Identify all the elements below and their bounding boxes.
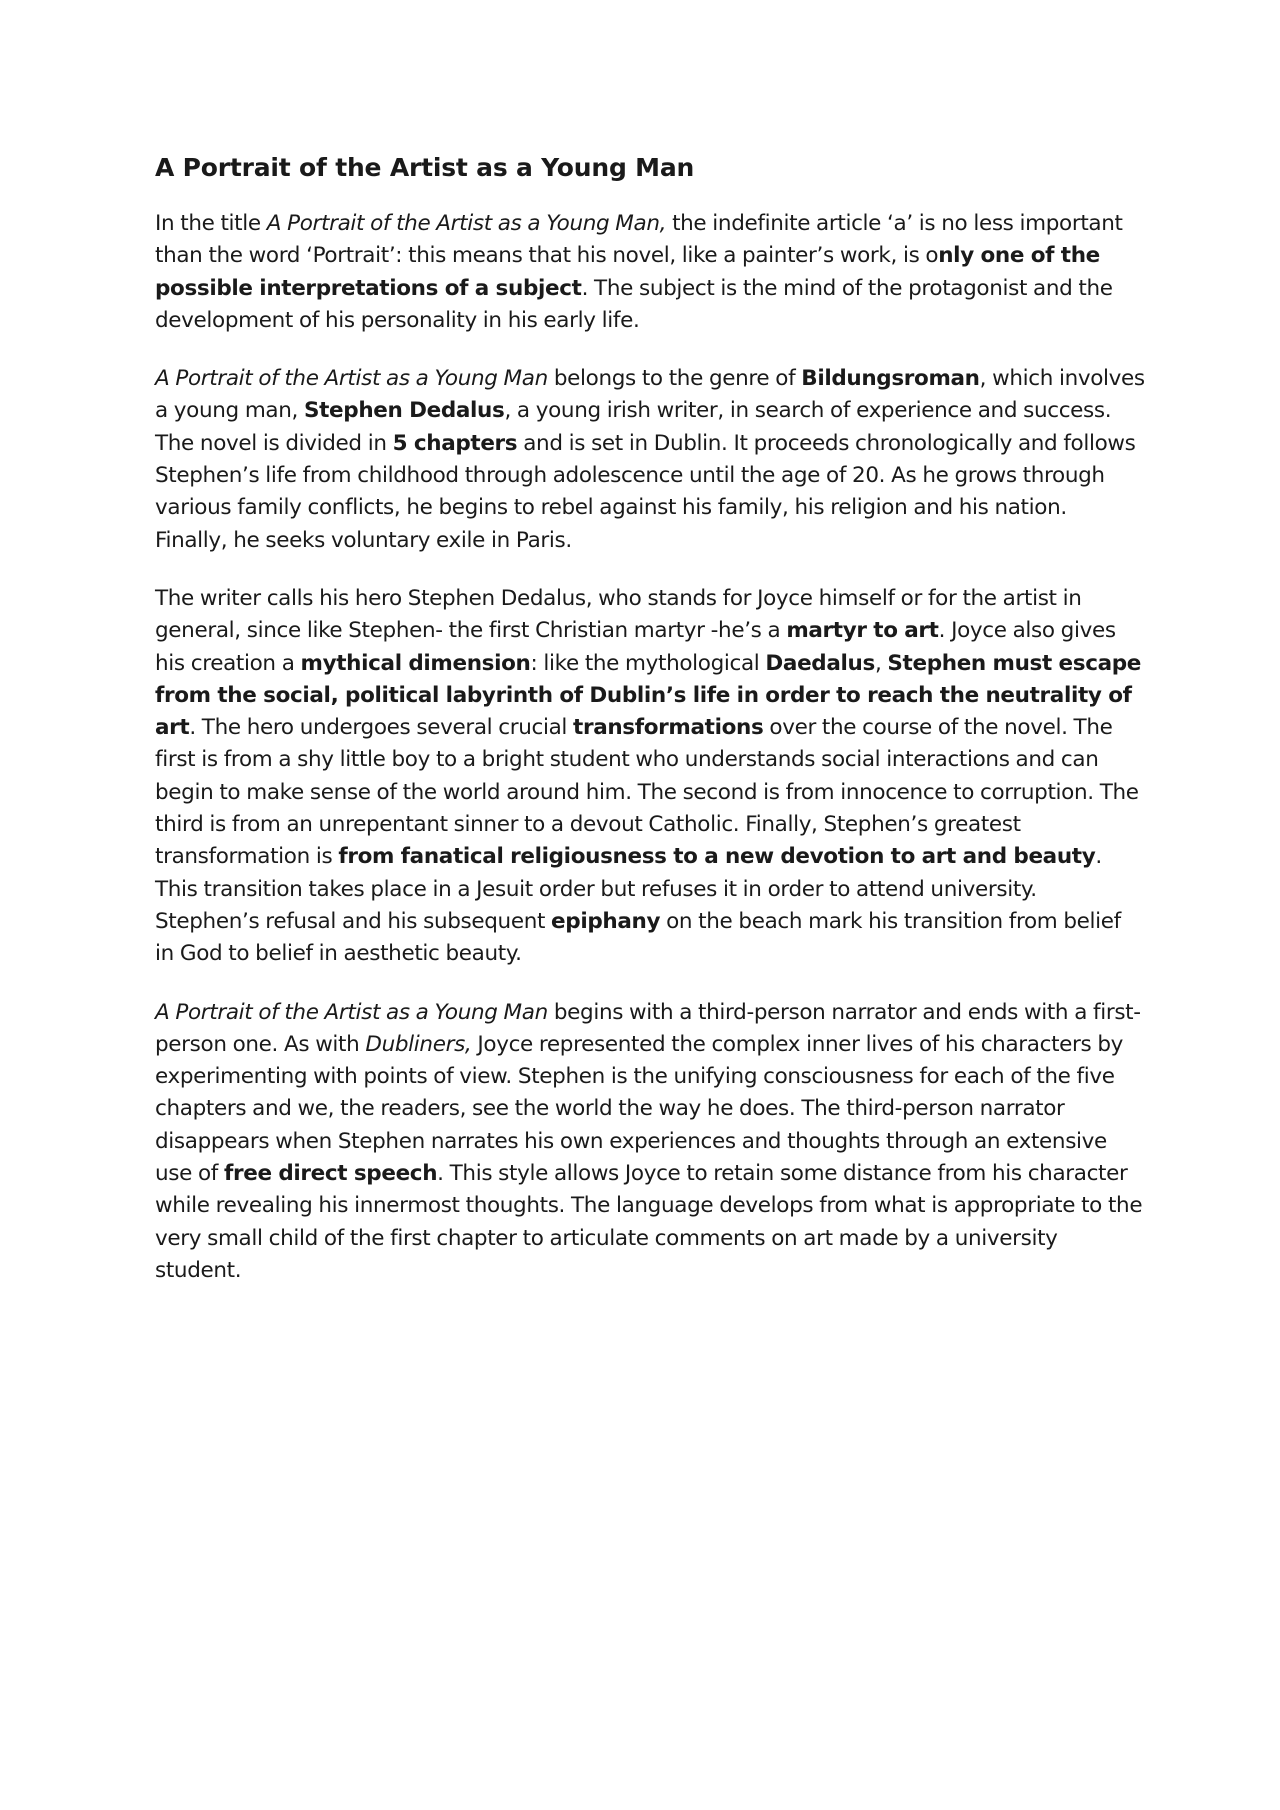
bold-text: Stephen must escape from the social, political labyrinth of Dublin’s life in order to reach the neutrality of art <box>155 650 1142 741</box>
paragraph-3 <box>155 583 1145 971</box>
bold-text: Daedalus <box>765 650 875 676</box>
bold-text: martyr to art <box>786 618 939 644</box>
bold-text: free direct speech <box>224 1161 438 1187</box>
bold-text: mythical dimension <box>300 650 531 676</box>
text-run: The writer calls his hero Stephen Dedalus, who stands for Joyce himself or for the artist in general, since like Stephen- the first Christian martyr -he’s a <box>155 585 1082 644</box>
italic-text: Dubliners, <box>365 1031 472 1057</box>
italic-text: A Portrait of the Artist as a Young Man, <box>266 211 667 236</box>
text-run: : like the mythological <box>530 650 766 676</box>
italic-text: A Portrait of the Artist as a Young Man <box>155 366 548 392</box>
document-title: A Portrait of the Artist as a Young Man <box>155 153 695 182</box>
bold-text: epiphany <box>551 908 661 934</box>
document-body <box>155 208 1145 1287</box>
text-run: over the course of the novel. The first is from a shy little boy to a bright student who understands social interactions and can begin to make sense of the world around him. The second is from innocence to corruption. The third is from an unrepentant sinner to a devout Catholic. Finally, Stephen’s greatest transformation is <box>155 715 1139 870</box>
text-run: . This style allows Joyce to retain some distance from his character while revealing his innermost thoughts. The language develops from what is appropriate to the very small child of the first chapter to articulate comments on art made by a university student. <box>155 1161 1143 1283</box>
bold-text: Bildungsroman <box>801 366 980 392</box>
text-run: begins with a third-person narrator and ends with a first-person one. As with <box>155 999 1141 1057</box>
bold-text: from fanatical religiousness to a new devotion to art and beauty <box>338 844 1096 870</box>
text-run: , which involves a young man, <box>155 366 1145 424</box>
bold-text: nly one of the possible interpretations of a subject <box>155 243 1100 301</box>
italic-text: A Portrait of the Artist as a Young Man <box>155 999 548 1025</box>
text-run: and is set in Dublin. It proceeds chronologically and follows Stephen’s life from childhood through adolescence until the age of 20. As he grows through various family conflicts, he begins to rebel against his family, his religion and his nation. Finally, he seeks voluntary exile in Paris. <box>155 430 1136 553</box>
paragraph-4 <box>155 997 1145 1288</box>
text-run: belongs to the genre of <box>547 366 802 392</box>
text-run: . Joyce also gives his creation a <box>155 618 1116 676</box>
text-run: on the beach mark his transition from belief in God to belief in aesthetic beauty. <box>155 908 1121 967</box>
bold-text: transformations <box>573 715 764 741</box>
text-run: Joyce represented the complex inner lives of his characters by experimenting with points of view. Stephen is the unifying consciousness for each of the five chapters and we, the readers, see the world the way he does. The third-person narrator disappears when Stephen narrates his own experiences and thoughts through an extensive use of <box>155 1031 1124 1187</box>
text-run: , a young irish writer, in search of experience and success. The novel is divided in <box>155 398 1112 456</box>
text-run: the indefinite article ‘a’ is no less important than the word ‘Portrait’: this means that his novel, like a painter’s work, is o <box>155 211 1123 269</box>
bold-text: Stephen Dedalus <box>304 398 505 424</box>
paragraph-2 <box>155 363 1145 557</box>
paragraph-1 <box>155 208 1145 337</box>
document-page <box>155 150 1145 1313</box>
text-run: . The subject is the mind of the protagonist and the development of his personality in his early life. <box>155 275 1113 333</box>
text-run: . The hero undergoes several crucial <box>189 715 574 741</box>
text-run: , <box>874 650 888 676</box>
text-run: In the title <box>155 211 267 236</box>
bold-text: 5 chapters <box>392 430 518 456</box>
text-run: . This transition takes place in a Jesuit order but refuses it in order to attend university. Stephen’s refusal and his subsequent <box>155 844 1102 934</box>
